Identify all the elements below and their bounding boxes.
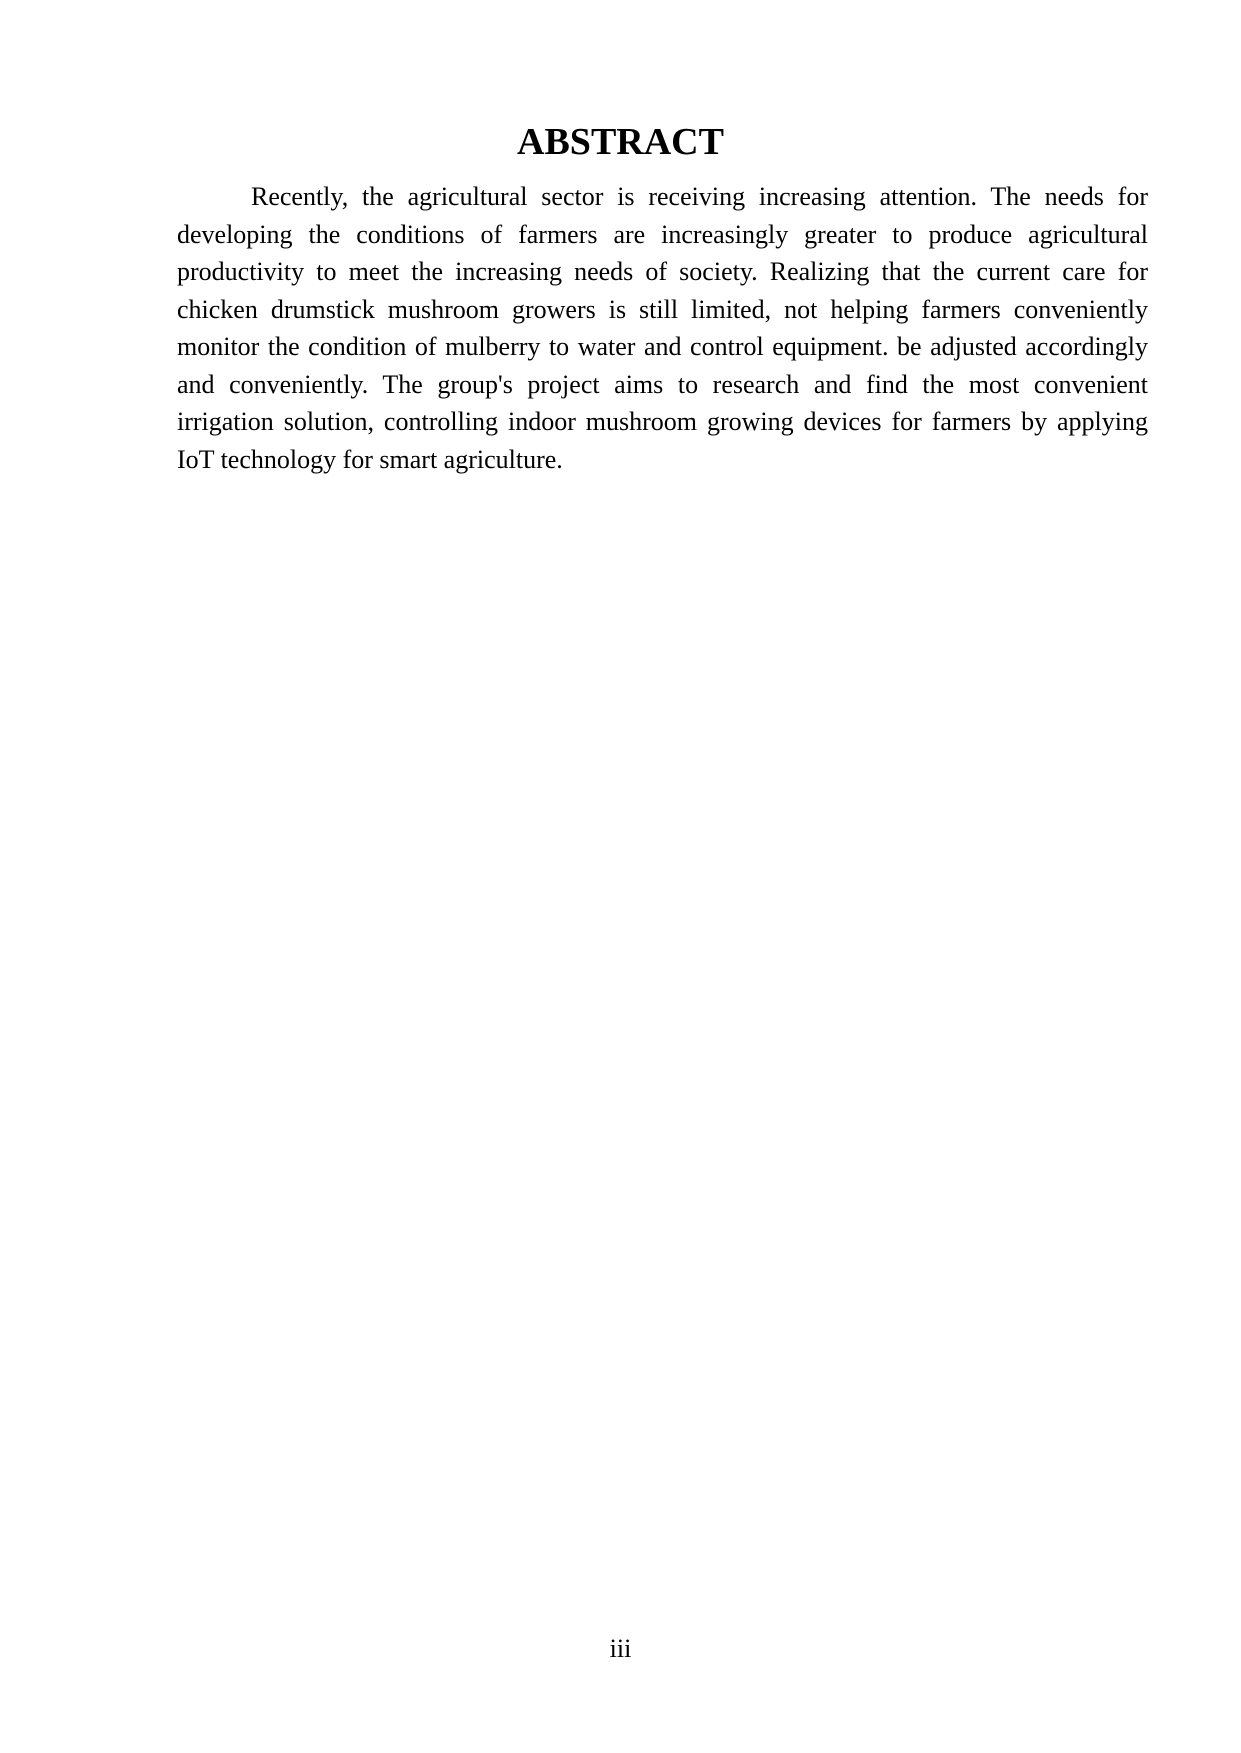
page-title: ABSTRACT — [517, 121, 724, 163]
page-number: iii — [609, 1634, 632, 1663]
abstract-paragraph: Recently, the agricultural sector is receiving increasing attention. The needs for developing the conditions of farmers are increasingly greater to produce agricultural productivity to meet the increasing needs of society. Realizing that the current care for chicken drumstick mushroom growers is still limited, not helping farmers conveniently monitor the condition of mulberry to water and control equipment. be adjusted accordingly and conveniently. The group's project aims to research and find the most convenient irrigation solution, controlling indoor mushroom growing devices for farmers by applying IoT technology for smart agriculture. — [177, 182, 1148, 474]
